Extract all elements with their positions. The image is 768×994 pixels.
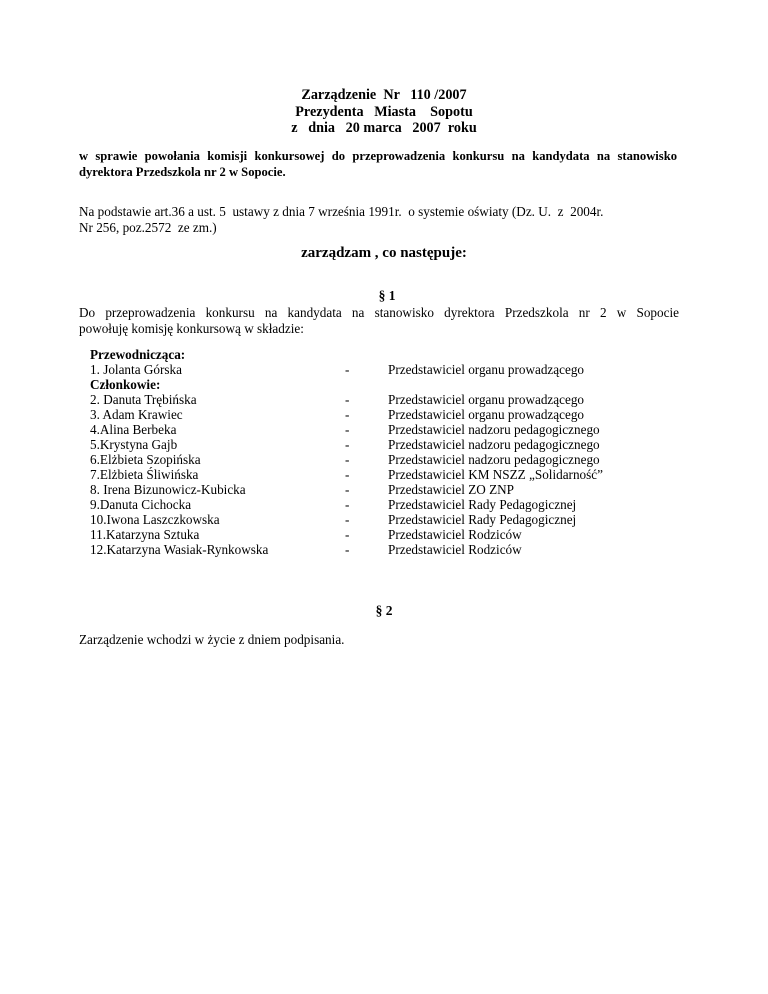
committee-row bbox=[90, 467, 650, 482]
member-role: Przedstawiciel nadzoru pedagogicznego bbox=[388, 452, 600, 467]
committee-row bbox=[90, 542, 650, 557]
member-role: Przedstawiciel ZO ZNP bbox=[388, 482, 514, 497]
member-role: Przedstawiciel Rodziców bbox=[388, 527, 522, 542]
member-role: Przedstawiciel Rady Pedagogicznej bbox=[388, 497, 577, 512]
legal-basis bbox=[79, 204, 679, 235]
member-dash: - bbox=[345, 467, 350, 482]
committee-row bbox=[90, 422, 650, 437]
member-name: 5.Krystyna Gajb bbox=[90, 437, 178, 452]
title-line-3: z dnia 20 marca 2007 roku bbox=[291, 120, 477, 136]
member-name: 9.Danuta Cichocka bbox=[90, 497, 192, 512]
document-title bbox=[0, 87, 768, 137]
section-1-text bbox=[79, 305, 679, 336]
member-dash: - bbox=[345, 527, 350, 542]
legal-basis-line-2: Nr 256, poz.2572 ze zm.) bbox=[79, 219, 217, 235]
member-dash: - bbox=[345, 512, 350, 527]
member-name: 12.Katarzyna Wasiak-Rynkowska bbox=[90, 542, 269, 557]
chair-heading-row bbox=[90, 347, 650, 362]
section-1-title: § 1 bbox=[378, 288, 396, 303]
member-dash: - bbox=[345, 392, 350, 407]
member-role: Przedstawiciel organu prowadzącego bbox=[388, 392, 585, 407]
member-role: Przedstawiciel KM NSZZ „Solidarność” bbox=[388, 467, 603, 482]
committee-list bbox=[90, 347, 650, 557]
members-heading: Członkowie: bbox=[90, 377, 161, 392]
member-name: 6.Elżbieta Szopińska bbox=[90, 452, 201, 467]
committee-row bbox=[90, 452, 650, 467]
member-name: 1. Jolanta Górska bbox=[90, 362, 182, 377]
committee-row bbox=[90, 392, 650, 407]
member-name: 8. Irena Bizunowicz-Kubicka bbox=[90, 482, 246, 497]
member-name: 3. Adam Krawiec bbox=[90, 407, 183, 422]
member-role: Przedstawiciel organu prowadzącego bbox=[388, 362, 585, 377]
title-line-2: Prezydenta Miasta Sopotu bbox=[295, 103, 473, 120]
committee-row bbox=[90, 407, 650, 422]
legal-basis-line-1: Na podstawie art.36 a ust. 5 ustawy z dnia 7 września 1991r. o systemie oświaty (Dz. U. z 2004r. bbox=[79, 204, 604, 219]
committee-row bbox=[90, 437, 650, 452]
members-heading-row bbox=[90, 377, 650, 392]
member-role: Przedstawiciel Rady Pedagogicznej bbox=[388, 512, 577, 527]
member-dash: - bbox=[345, 482, 350, 497]
member-name: 2. Danuta Trębińska bbox=[90, 392, 197, 407]
member-role: Przedstawiciel nadzoru pedagogicznego bbox=[388, 422, 600, 437]
committee-row-chair bbox=[90, 362, 650, 377]
decree-statement: zarządzam , co następuje: bbox=[301, 245, 467, 261]
member-role: Przedstawiciel Rodziców bbox=[388, 542, 522, 557]
member-name: 4.Alina Berbeka bbox=[90, 422, 177, 437]
member-dash: - bbox=[345, 362, 350, 377]
title-line-1: Zarządzenie Nr 110 /2007 bbox=[301, 87, 467, 103]
member-role: Przedstawiciel nadzoru pedagogicznego bbox=[388, 437, 600, 452]
member-name: 10.Iwona Laszczkowska bbox=[90, 512, 220, 527]
member-dash: - bbox=[345, 542, 350, 557]
section-2-text: Zarządzenie wchodzi w życie z dniem podpisania. bbox=[79, 632, 345, 647]
section-1-line-2: powołuję komisję konkursową w składzie: bbox=[79, 320, 304, 336]
member-name: 11.Katarzyna Sztuka bbox=[90, 527, 200, 542]
committee-row bbox=[90, 512, 650, 527]
chair-heading: Przewodnicząca: bbox=[90, 347, 186, 362]
document-subject: w sprawie powołania komisji konkursowej do przeprowadzenia konkursu na kandydata na stanowisko dyrektora Przedszkola nr 2 w Sopocie. bbox=[79, 149, 677, 179]
committee-row bbox=[90, 482, 650, 497]
member-dash: - bbox=[345, 452, 350, 467]
member-role: Przedstawiciel organu prowadzącego bbox=[388, 407, 585, 422]
section-1-line-1: Do przeprowadzenia konkursu na kandydata na stanowisko dyrektora Przedszkola nr 2 w Sopocie bbox=[79, 305, 679, 320]
committee-row bbox=[90, 497, 650, 512]
member-name: 7.Elżbieta Śliwińska bbox=[90, 467, 199, 482]
committee-row bbox=[90, 527, 650, 542]
member-dash: - bbox=[345, 497, 350, 512]
member-dash: - bbox=[345, 407, 350, 422]
section-2-title: § 2 bbox=[375, 603, 393, 618]
member-dash: - bbox=[345, 437, 350, 452]
member-dash: - bbox=[345, 422, 350, 437]
